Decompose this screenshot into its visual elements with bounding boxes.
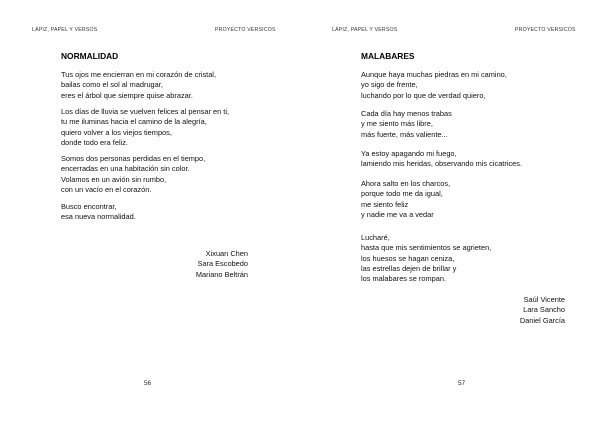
stanza — [361, 109, 452, 140]
verse-line: Ya estoy apagando mi fuego, — [361, 149, 457, 158]
verse-line: donde todo era feliz. — [61, 137, 128, 147]
verse-line: Busco encontrar, — [61, 202, 117, 211]
author-name: Mariano Beltrán — [195, 269, 248, 279]
verse-line: Volamos en un avión sin rumbo, — [61, 174, 167, 184]
running-header-right: PROYECTO VERSICOS — [515, 27, 576, 33]
verse-line: encerradas en una habitación sin color. — [61, 164, 190, 174]
verse-line: y me siento más libre, — [361, 119, 433, 129]
verse-line: eres el árbol que siempre quise abrazar. — [61, 90, 193, 100]
verse-line: Lucharé, — [361, 233, 390, 242]
verse-line: Ahora salto en los charcos, — [361, 179, 451, 188]
verse-line: esa nueva normalidad. — [61, 212, 136, 222]
page-number: 57 — [458, 380, 466, 387]
verse-line: más fuerte, más valiente... — [361, 129, 448, 139]
stanza — [61, 154, 205, 195]
page-number: 56 — [144, 380, 152, 387]
verse-line: Los días de lluvia se vuelven felices al pensar en ti, — [61, 107, 230, 116]
verse-line: Tus ojos me encierran en mi corazón de cristal, — [61, 70, 216, 79]
verse-line: lamiendo mis heridas, observando mis cicatrices. — [361, 159, 523, 169]
running-header-right: PROYECTO VERSICOS — [215, 27, 276, 33]
verse-line: tu me iluminas hacia el camino de la alegría, — [61, 117, 207, 127]
author-name: Lara Sancho — [523, 305, 565, 315]
author-name: Sara Escobedo — [197, 259, 248, 269]
verse-line: y nadie me va a vedar — [361, 209, 434, 219]
stanza — [61, 107, 229, 148]
stanza — [361, 70, 507, 101]
verse-line: bailas como el sol al madrugar, — [61, 80, 163, 90]
stanza — [61, 70, 216, 101]
verse-line: los huesos se hagan ceniza, — [361, 253, 455, 263]
author-name: Daniel García — [519, 315, 565, 325]
verse-line: los malabares se rompan. — [361, 274, 447, 284]
running-header-left: LÁPIZ, PAPEL Y VERSOS — [332, 27, 398, 33]
verse-line: yo sigo de frente, — [361, 80, 418, 90]
authors — [196, 249, 248, 280]
stanza — [361, 179, 450, 220]
stanza — [61, 202, 136, 223]
verse-line: con un vacío en el corazón. — [61, 184, 152, 194]
verse-line: me siento feliz — [361, 199, 409, 209]
verse-line: Aunque haya muchas piedras en mi camino, — [361, 70, 507, 79]
running-header-left: LÁPIZ, PAPEL Y VERSOS — [32, 27, 98, 33]
verse-line: Somos dos personas perdidas en el tiempo, — [61, 154, 206, 163]
verse-line: Cada día hay menos trabas — [361, 109, 452, 118]
right-page — [300, 0, 600, 425]
verse-line: luchando por lo que de verdad quiero, — [361, 90, 486, 100]
verse-line: porque todo me da igual, — [361, 189, 443, 199]
stanza — [361, 149, 522, 170]
author-name: Xixuan Chen — [205, 249, 248, 258]
verse-line: las estrellas dejen de brillar y — [361, 263, 457, 273]
author-name: Saúl Vicente — [523, 295, 565, 304]
verse-line: hasta que mis sentimientos se agrieten, — [361, 243, 492, 253]
poem-title: MALABARES — [361, 51, 415, 61]
stanza — [361, 233, 491, 284]
authors — [520, 295, 565, 326]
poem-title: NORMALIDAD — [61, 51, 119, 61]
verse-line: quiero volver a los viejos tiempos, — [61, 127, 172, 137]
